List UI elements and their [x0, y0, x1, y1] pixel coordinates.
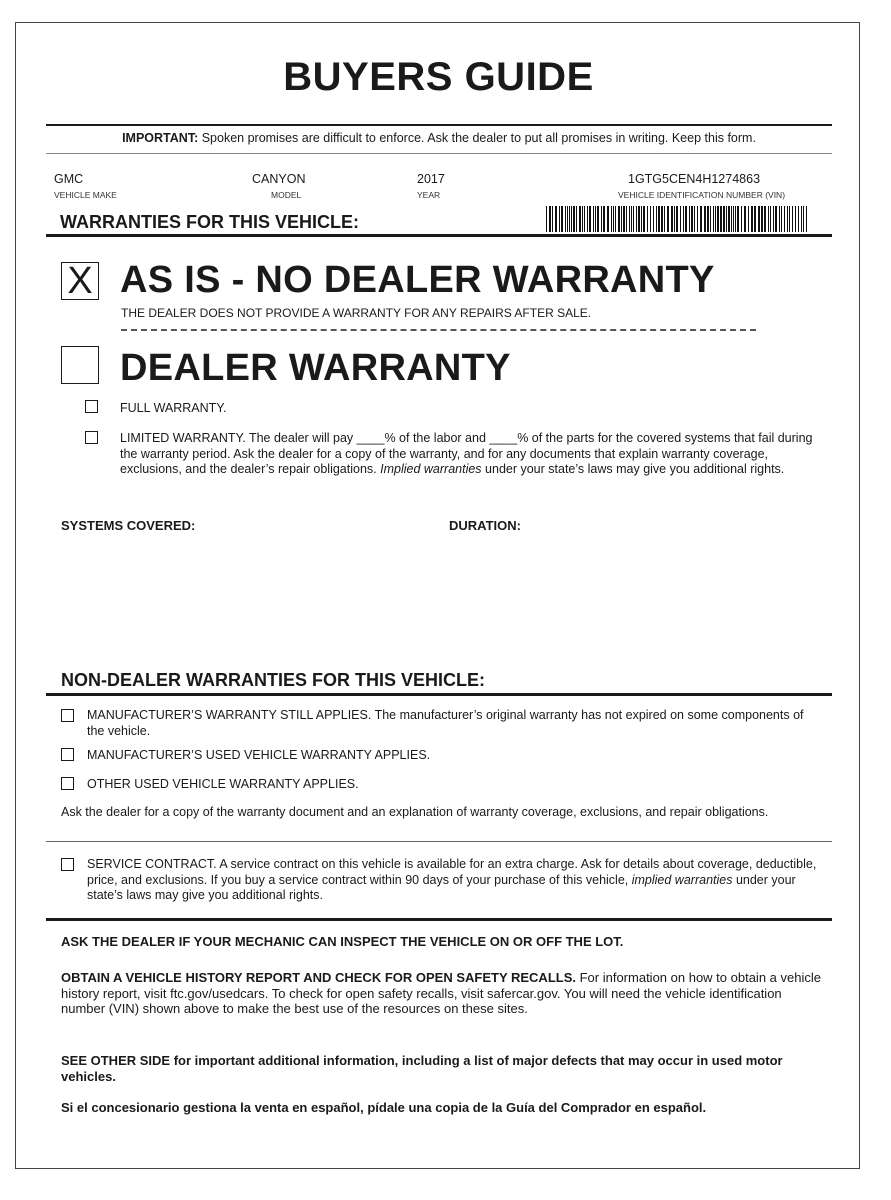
- divider: [46, 841, 832, 842]
- duration-label: DURATION:: [449, 518, 521, 533]
- dealer-warranty-title: DEALER WARRANTY: [120, 347, 511, 389]
- buyers-guide-form: [15, 22, 860, 1169]
- service-contract-text: [87, 857, 827, 904]
- systems-covered-label: SYSTEMS COVERED:: [61, 518, 196, 533]
- divider: [46, 153, 832, 154]
- manufacturer-warranty-checkbox[interactable]: [61, 709, 74, 722]
- important-notice: [46, 131, 832, 145]
- full-warranty-checkbox[interactable]: [85, 400, 98, 413]
- vin-value: 1GTG5CEN4H1274863: [628, 172, 761, 186]
- vehicle-make-value: GMC: [54, 172, 84, 186]
- ask-dealer-copy-text: Ask the dealer for a copy of the warranty document and an explanation of warranty coverage, exclusions, and repair obligations.: [61, 805, 769, 819]
- other-warranty-checkbox[interactable]: [61, 777, 74, 790]
- vehicle-make-label: VEHICLE MAKE: [54, 190, 117, 200]
- page-title: BUYERS GUIDE: [283, 55, 594, 99]
- dashed-divider: [121, 329, 756, 331]
- service-contract-part1: SERVICE CONTRACT. A service contract on this vehicle is available for an extra charge. Ask for details about coverage, deductible, price, and exclusions. If you buy a service contract within 90 days of your purchase of this vehicle,: [87, 857, 817, 887]
- vehicle-year-label: YEAR: [417, 190, 441, 200]
- other-warranty-text: OTHER USED VEHICLE WARRANTY APPLIES.: [87, 777, 359, 791]
- history-report-text: [61, 970, 826, 1017]
- history-report-body: For information on how to obtain a vehicle history report, visit ftc.gov/usedcars. To check for open safety recalls, visit safercar.gov. You will need the vehicle identification number (VIN) shown above to make the best use of the resources on these sites.: [61, 970, 821, 1016]
- implied-warranties-italic: Implied warranties: [380, 462, 482, 476]
- limited-warranty-text: [120, 431, 820, 478]
- manufacturer-warranty-text: MANUFACTURER’S WARRANTY STILL APPLIES. The manufacturer’s original warranty has not expired on some components of the vehicle.: [87, 708, 804, 738]
- divider: [46, 234, 832, 237]
- vehicle-model-label: MODEL: [271, 190, 302, 200]
- divider: [46, 918, 832, 921]
- used-vehicle-warranty-checkbox[interactable]: [61, 748, 74, 761]
- used-vehicle-warranty-text: MANUFACTURER’S USED VEHICLE WARRANTY APPLIES.: [87, 748, 431, 762]
- non-dealer-heading: NON-DEALER WARRANTIES FOR THIS VEHICLE:: [61, 670, 486, 690]
- vin-label: VEHICLE IDENTIFICATION NUMBER (VIN): [618, 190, 786, 200]
- service-contract-checkbox[interactable]: [61, 858, 74, 871]
- important-label: IMPORTANT:: [122, 131, 199, 145]
- dealer-warranty-checkbox[interactable]: [61, 346, 99, 384]
- divider: [46, 693, 832, 696]
- mechanic-inspect-text: ASK THE DEALER IF YOUR MECHANIC CAN INSPECT THE VEHICLE ON OR OFF THE LOT.: [61, 934, 624, 949]
- important-text: Spoken promises are difficult to enforce. Ask the dealer to put all promises in writing. Keep this form.: [198, 131, 756, 145]
- full-warranty-label: FULL WARRANTY.: [120, 401, 227, 415]
- service-contract-part2: under your state’s laws may give you additional rights.: [87, 872, 796, 902]
- see-other-side-text: SEE OTHER SIDE for important additional information, including a list of major defects that may occur in used motor vehicles.: [61, 1053, 783, 1084]
- as-is-checkbox[interactable]: [61, 262, 99, 300]
- as-is-subtitle: THE DEALER DOES NOT PROVIDE A WARRANTY FOR ANY REPAIRS AFTER SALE.: [121, 306, 592, 320]
- limited-warranty-part2: under your state’s laws may give you additional rights.: [481, 462, 785, 476]
- vehicle-year-value: 2017: [417, 172, 445, 186]
- divider: [46, 124, 832, 126]
- history-report-bold: OBTAIN A VEHICLE HISTORY REPORT AND CHECK FOR OPEN SAFETY RECALLS.: [61, 970, 576, 985]
- vehicle-model-value: CANYON: [252, 172, 306, 186]
- checkmark-x-icon: X: [67, 260, 93, 302]
- limited-warranty-checkbox[interactable]: [85, 431, 98, 444]
- service-implied-italic: implied warranties: [631, 872, 733, 887]
- spanish-notice-text: Si el concesionario gestiona la venta en español, pídale una copia de la Guía del Comprador en español.: [61, 1100, 707, 1115]
- limited-warranty-part1: LIMITED WARRANTY. The dealer will pay ____% of the labor and ____% of the parts for the covered systems that fail during the warranty period. Ask the dealer for a copy of the warranty, and for any documents that explain warranty coverage, exclusions, and the dealer’s repair obligations.: [120, 431, 813, 476]
- warranties-heading: WARRANTIES FOR THIS VEHICLE:: [60, 212, 360, 232]
- vin-barcode: [546, 206, 810, 232]
- as-is-title: AS IS - NO DEALER WARRANTY: [120, 259, 715, 301]
